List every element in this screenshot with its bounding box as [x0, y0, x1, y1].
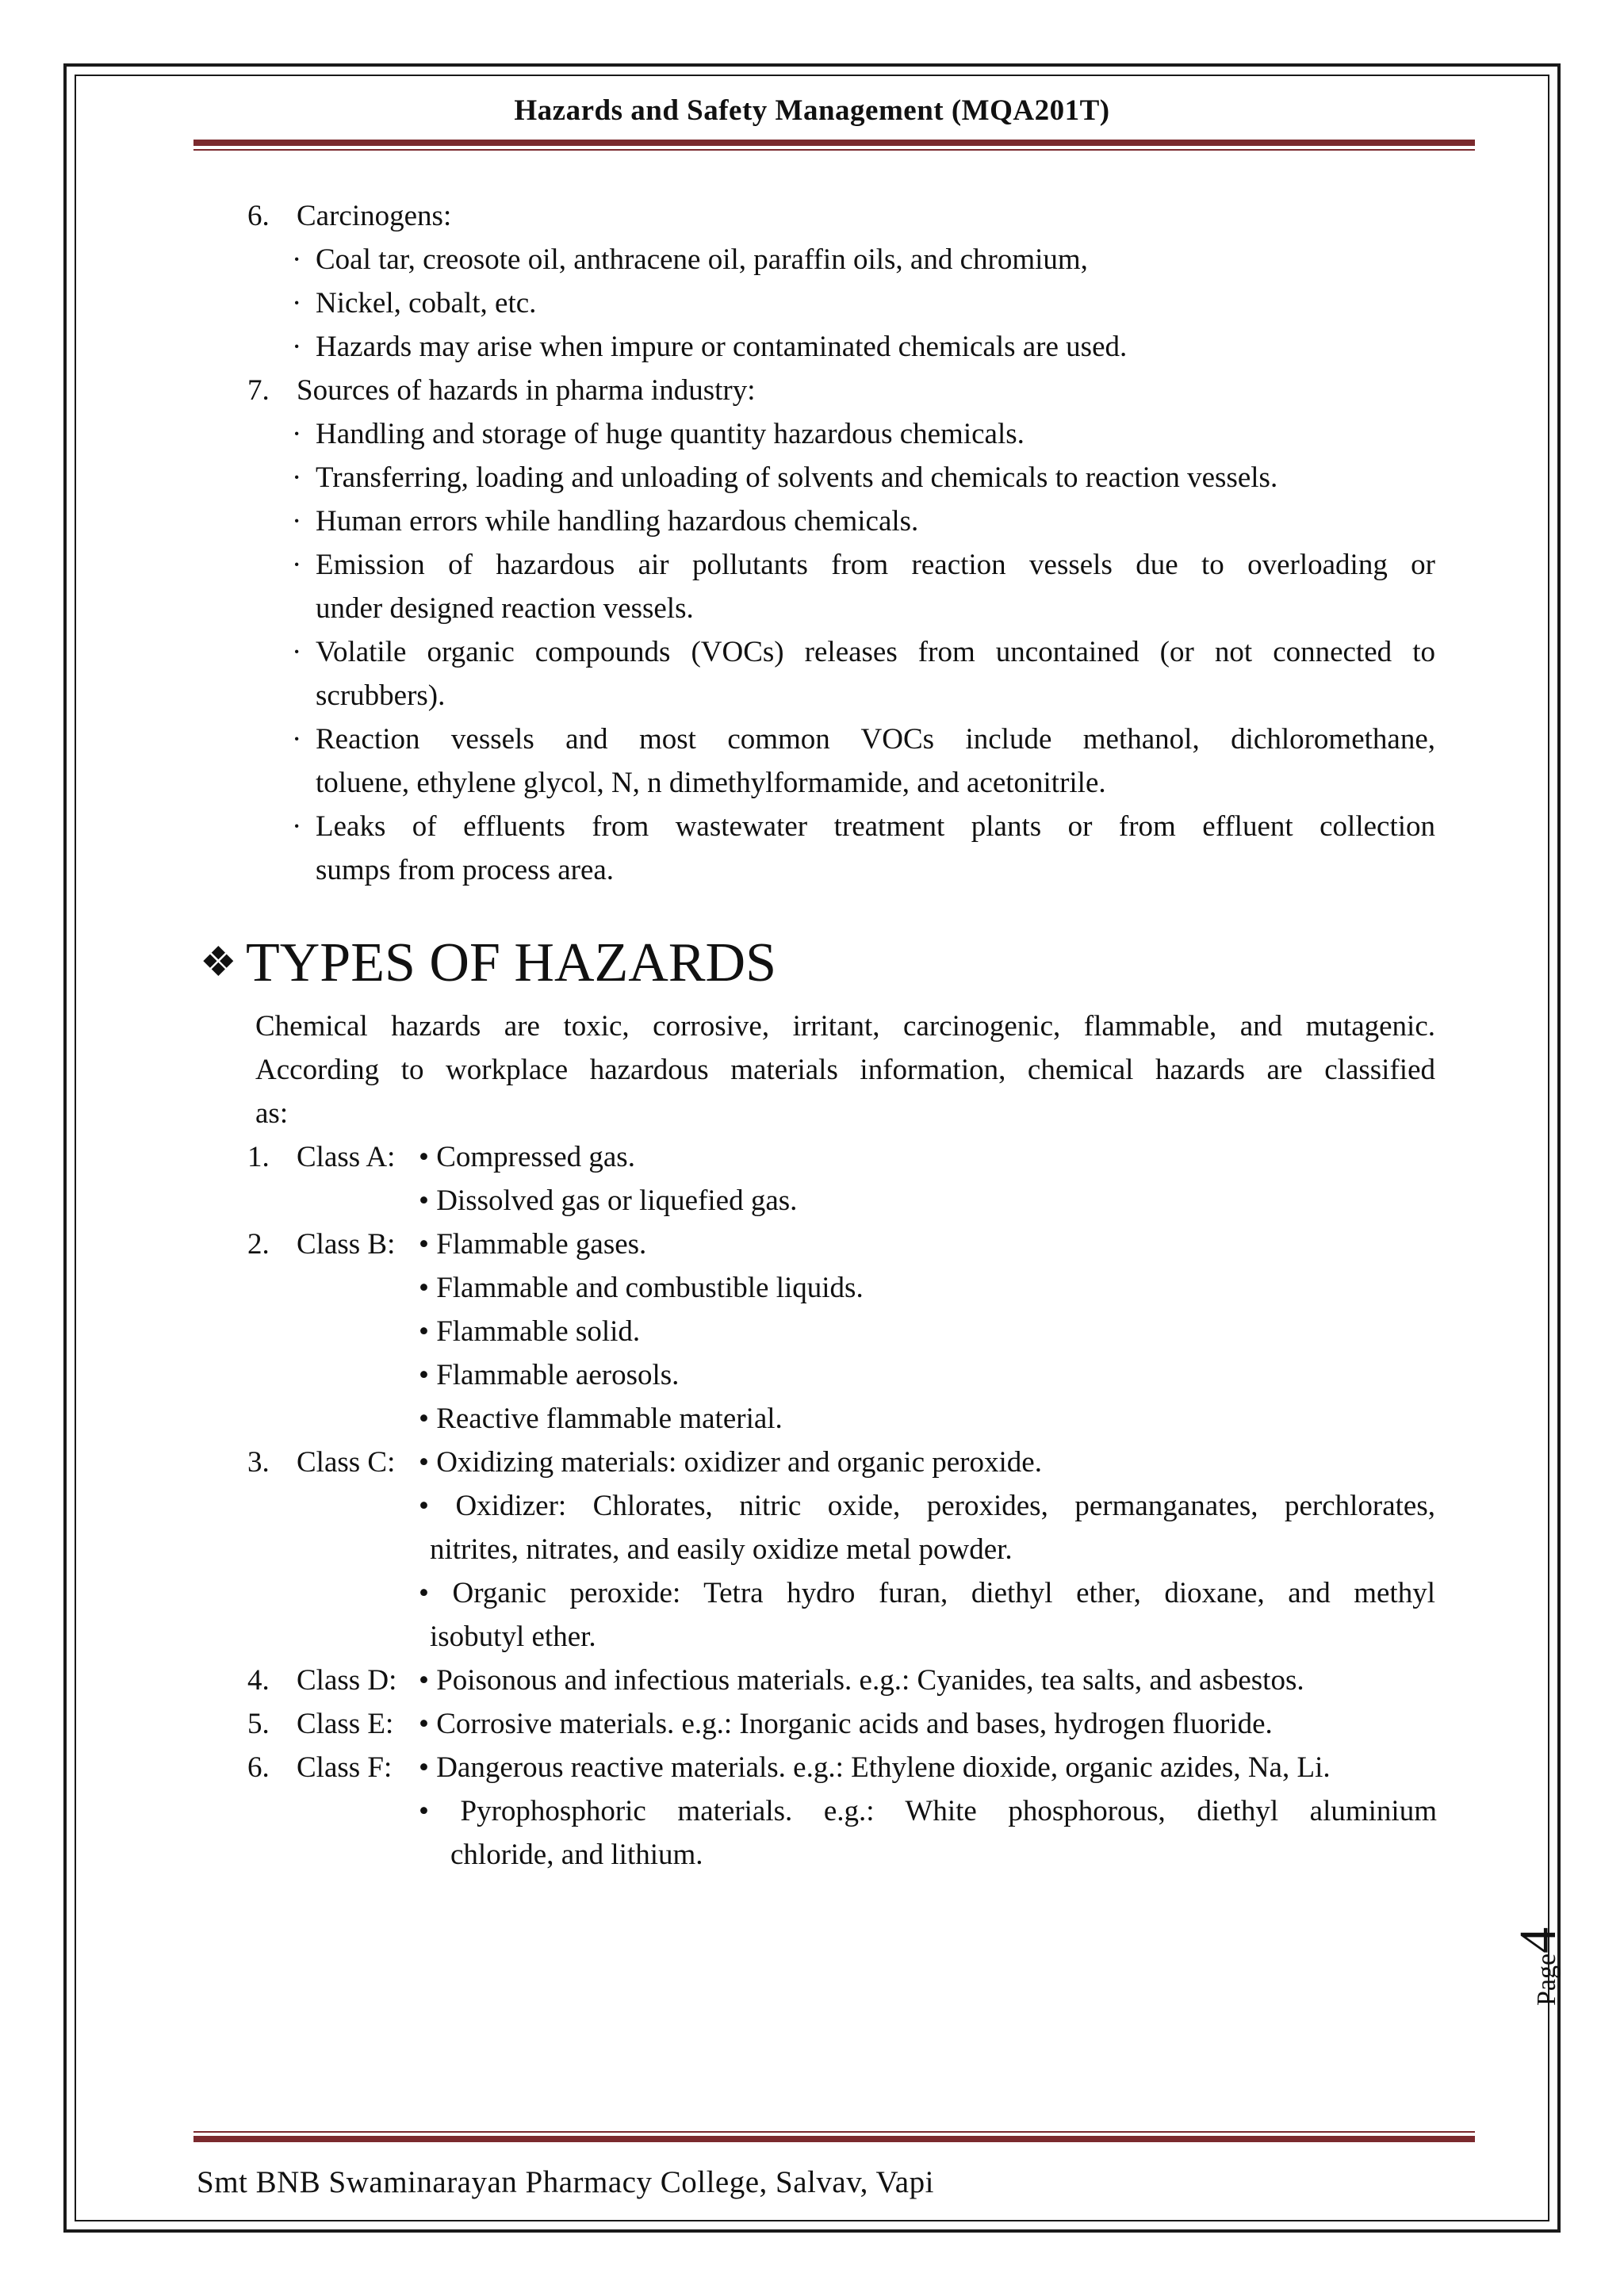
class-item: • Organic peroxide: Tetra hydro furan, diethyl ether, dioxane, and methyl [419, 1577, 1435, 1609]
class-label: Class C: [297, 1446, 396, 1479]
class-item: • Flammable aerosols. [419, 1359, 680, 1391]
list-item: Coal tar, creosote oil, anthracene oil, paraffin oils, and chromium, [316, 243, 1088, 276]
list-item: Leaks of effluents from wastewater treatment plants or from effluent collection [316, 810, 1435, 843]
list-number: 3. [247, 1446, 270, 1479]
class-item: • Pyrophosphoric materials. e.g.: White phosphorous, diethyl aluminium [419, 1795, 1437, 1827]
class-item-continuation: isobutyl ether. [430, 1621, 596, 1653]
class-item: • Flammable gases. [419, 1228, 647, 1261]
intro-paragraph-line: According to workplace hazardous materials information, chemical hazards are classified [255, 1054, 1435, 1086]
class-item: • Flammable and combustible liquids. [419, 1272, 864, 1304]
list-item: Handling and storage of huge quantity hazardous chemicals. [316, 418, 1025, 450]
class-item: • Dangerous reactive materials. e.g.: Ethylene dioxide, organic azides, Na, Li. [419, 1751, 1331, 1784]
section-title-sources: Sources of hazards in pharma industry: [297, 374, 756, 407]
class-label: Class B: [297, 1228, 396, 1261]
intro-paragraph-line: Chemical hazards are toxic, corrosive, irritant, carcinogenic, flammable, and mutagenic. [255, 1010, 1435, 1043]
class-item: • Reactive flammable material. [419, 1402, 783, 1435]
bullet-dot: · [292, 549, 302, 581]
diamond-bullet-icon: ❖ [200, 940, 237, 985]
class-item: • Poisonous and infectious materials. e.g.: Cyanides, tea salts, and asbestos. [419, 1664, 1304, 1697]
class-label: Class E: [297, 1708, 394, 1740]
bullet-dot: · [292, 331, 302, 363]
list-number: 2. [247, 1228, 270, 1261]
intro-paragraph-line: as: [255, 1097, 289, 1130]
bullet-dot: · [292, 723, 302, 756]
header-title: Hazards and Safety Management (MQA201T) [514, 94, 1110, 127]
list-item: Volatile organic compounds (VOCs) releases from uncontained (or not connected to [316, 636, 1435, 668]
page-number-value: 4 [1509, 1927, 1567, 1954]
list-number: 6. [247, 200, 270, 232]
section-heading-types [200, 928, 776, 999]
class-label: Class D: [297, 1664, 397, 1697]
list-item: Transferring, loading and unloading of solvents and chemicals to reaction vessels. [316, 461, 1278, 494]
list-item-continuation: toluene, ethylene glycol, N, n dimethylformamide, and acetonitrile. [316, 767, 1106, 799]
header-rule-thin [193, 149, 1475, 151]
bullet-dot: · [292, 418, 302, 450]
list-number: 4. [247, 1664, 270, 1697]
list-number: 5. [247, 1708, 270, 1740]
class-item: • Oxidizing materials: oxidizer and organic peroxide. [419, 1446, 1042, 1479]
header-rule-thick [193, 140, 1475, 146]
class-label: Class F: [297, 1751, 393, 1784]
list-item: Hazards may arise when impure or contaminated chemicals are used. [316, 331, 1128, 363]
footer-rule-thick [193, 2136, 1475, 2142]
class-item: • Dissolved gas or liquefied gas. [419, 1184, 798, 1217]
list-item: Reaction vessels and most common VOCs include methanol, dichloromethane, [316, 723, 1435, 756]
section-title-carcinogens: Carcinogens: [297, 200, 452, 232]
page-border-inner [75, 75, 1549, 2221]
list-number: 7. [247, 374, 270, 407]
list-number: 6. [247, 1751, 270, 1784]
list-item-continuation: scrubbers). [316, 679, 446, 712]
bullet-dot: · [292, 243, 302, 276]
list-item: Nickel, cobalt, etc. [316, 287, 537, 320]
class-item: • Oxidizer: Chlorates, nitric oxide, peroxides, permanganates, perchlorates, [419, 1490, 1435, 1522]
bullet-dot: · [292, 461, 302, 494]
heading-text: TYPES OF HAZARDS [246, 932, 776, 993]
bullet-dot: · [292, 287, 302, 320]
class-item: • Corrosive materials. e.g.: Inorganic acids and bases, hydrogen fluoride. [419, 1708, 1273, 1740]
list-item: Emission of hazardous air pollutants from reaction vessels due to overloading or [316, 549, 1435, 581]
class-item-continuation: nitrites, nitrates, and easily oxidize metal powder. [430, 1533, 1013, 1566]
class-label: Class A: [297, 1141, 396, 1173]
bullet-dot: · [292, 636, 302, 668]
page-word: Page [1532, 1953, 1561, 2006]
list-item: Human errors while handling hazardous chemicals. [316, 505, 919, 538]
footer-text: Smt BNB Swaminarayan Pharmacy College, Salvav, Vapi [197, 2165, 934, 2199]
list-item-continuation: under designed reaction vessels. [316, 592, 694, 625]
class-item-continuation: chloride, and lithium. [450, 1839, 703, 1871]
page-number [1508, 1927, 1568, 2006]
class-item: • Flammable solid. [419, 1315, 641, 1348]
footer-rule-thin [193, 2131, 1475, 2133]
bullet-dot: · [292, 810, 302, 843]
class-item: • Compressed gas. [419, 1141, 635, 1173]
list-number: 1. [247, 1141, 270, 1173]
list-item-continuation: sumps from process area. [316, 854, 615, 886]
bullet-dot: · [292, 505, 302, 538]
